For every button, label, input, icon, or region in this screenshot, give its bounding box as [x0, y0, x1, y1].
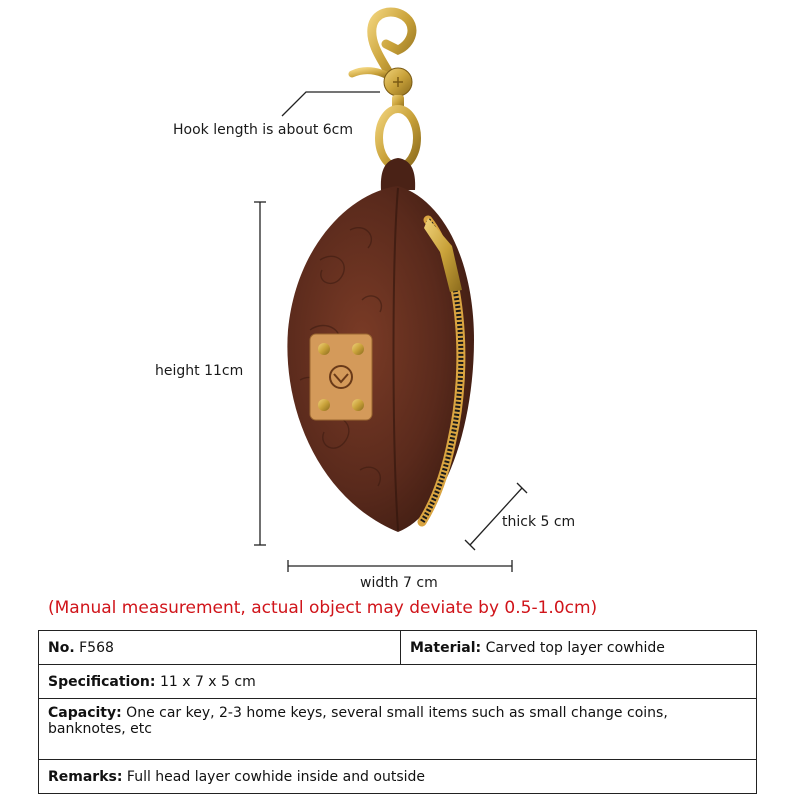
hook-length-label: Hook length is about 6cm [173, 122, 354, 138]
table-row [39, 665, 757, 699]
brass-hook [352, 12, 417, 167]
table-row [39, 699, 757, 760]
spec-remarks-label: Remarks: [48, 768, 123, 785]
spec-material-cell [401, 631, 757, 665]
thickness-label: thick 5 cm [502, 514, 576, 530]
spec-remarks-value: Full head layer cowhide inside and outside [126, 768, 426, 785]
spec-material-value: Carved top layer cowhide [485, 639, 665, 656]
spec-no-cell [39, 631, 401, 665]
spec-capacity-cell [39, 699, 757, 760]
spec-specification-label: Specification: [48, 673, 156, 690]
spec-material-label: Material: [410, 639, 482, 656]
spec-table [38, 630, 757, 794]
spec-no-label: No. [48, 639, 75, 656]
spec-specification-cell [39, 665, 757, 699]
spec-specification-value: 11 x 7 x 5 cm [159, 673, 256, 690]
spec-capacity-value: One car key, 2-3 home keys, several small items such as small change coins, banknotes, etc [48, 705, 668, 737]
spec-capacity-label: Capacity: [48, 705, 122, 721]
height-label: height 11cm [155, 363, 244, 379]
width-label: width 7 cm [360, 575, 438, 591]
measurement-note: (Manual measurement, actual object may deviate by 0.5-1.0cm) [48, 598, 598, 618]
leather-pouch [287, 186, 474, 532]
table-row [39, 760, 757, 794]
spec-remarks-cell [39, 760, 757, 794]
table-row [39, 631, 757, 665]
spec-no-value: F568 [79, 639, 114, 656]
